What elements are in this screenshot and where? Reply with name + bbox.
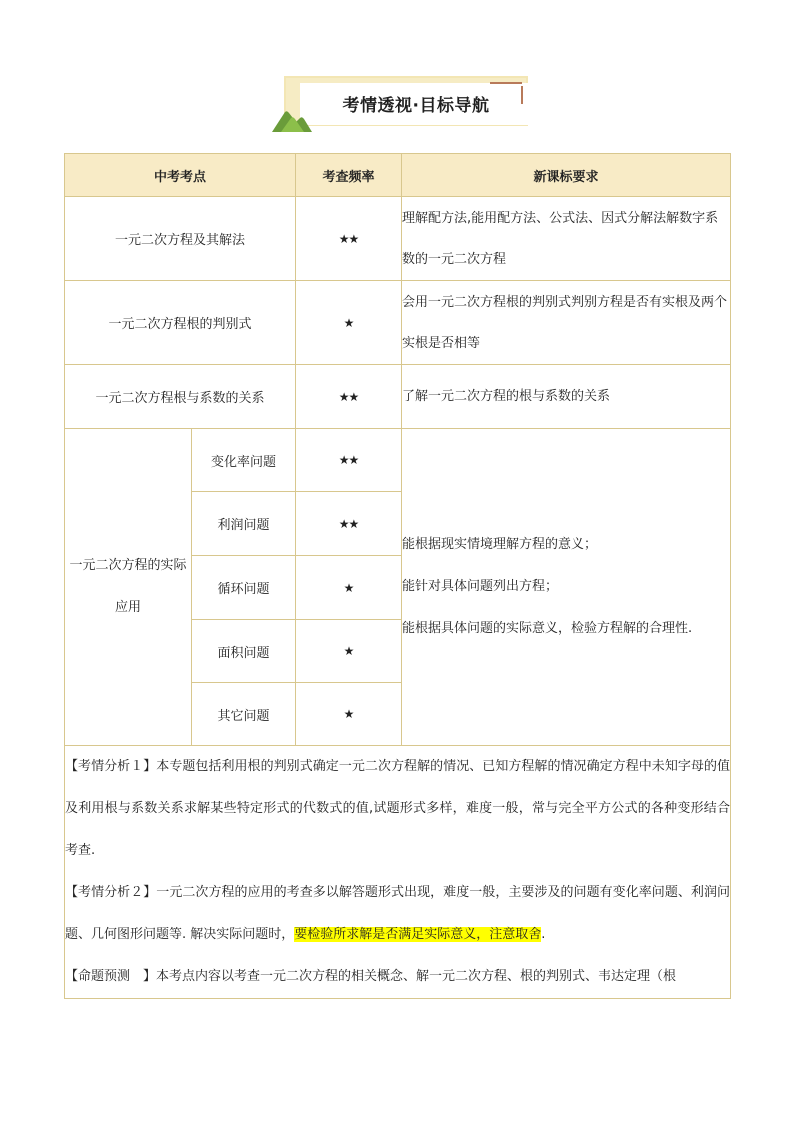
frequency-stars: ★★ (296, 197, 402, 281)
header-requirement: 新课标要求 (402, 154, 731, 197)
table-row (65, 365, 731, 429)
analysis-text-2: 一元二次方程的应用的考查多以解答题形式出现，难度一般，主要涉及的问题有变化率问题、利润问题、几何图形问题等. 解决实际问题时， (65, 885, 730, 942)
topic-cell: 一元二次方程根的判别式 (65, 281, 296, 365)
analysis-text-3: 本考点内容以考查一元二次方程的相关概念、解一元二次方程、根的判别式、韦达定理（根 (156, 969, 677, 984)
exam-points-table (64, 153, 731, 999)
table-row (65, 197, 731, 281)
topic-cell: 一元二次方程根与系数的关系 (65, 365, 296, 429)
requirement-line: 能根据现实情境理解方程的意义； (402, 537, 598, 552)
header-frequency: 考查频率 (296, 154, 402, 197)
analysis-label-2: 【考情分析２】 (65, 885, 157, 900)
table-row (65, 429, 731, 492)
analysis-paragraph-2 (65, 872, 730, 956)
topic-cell: 一元二次方程及其解法 (65, 197, 296, 281)
banner-accent-tick (521, 86, 523, 104)
sub-topic-cell: 面积问题 (192, 620, 296, 683)
analysis-cell (65, 746, 731, 999)
analysis-paragraph-3 (65, 956, 730, 998)
frequency-stars: ★ (296, 556, 402, 620)
analysis-label-1: 【考情分析１】 (65, 759, 157, 774)
sub-topic-cell: 循环问题 (192, 556, 296, 620)
table-header-row (65, 154, 731, 197)
analysis-row (65, 746, 731, 999)
table-row (65, 281, 731, 365)
header-topic: 中考考点 (65, 154, 296, 197)
group-topic-cell: 一元二次方程的实际应用 (65, 429, 192, 746)
analysis-label-3: 【命题预测 】 (65, 969, 157, 984)
group-requirement-cell (402, 429, 731, 746)
frequency-stars: ★★ (296, 365, 402, 429)
frequency-stars: ★★ (296, 492, 402, 556)
analysis-text-2-end: . (541, 927, 546, 942)
analysis-text-1: 本专题包括利用根的判别式确定一元二次方程解的情况、已知方程解的情况确定方程中未知字母的值及利用根与系数关系求解某些特定形式的代数式的值,试题形式多样，难度一般，常与完全平方公式的各种变形结合考查. (65, 759, 731, 858)
section-banner (276, 74, 532, 132)
requirement-cell: 了解一元二次方程的根与系数的关系 (402, 365, 731, 429)
banner-title: 考情透视·目标导航 (342, 96, 490, 116)
requirement-line: 能针对具体问题列出方程； (402, 579, 559, 594)
sub-topic-cell: 利润问题 (192, 492, 296, 556)
sub-topic-cell: 其它问题 (192, 683, 296, 746)
frequency-stars: ★ (296, 281, 402, 365)
requirement-cell: 会用一元二次方程根的判别式判别方程是否有实根及两个实根是否相等 (402, 281, 731, 365)
frequency-stars: ★ (296, 620, 402, 683)
requirement-line: 能根据具体问题的实际意义，检验方程解的合理性. (402, 621, 693, 636)
frequency-stars: ★ (296, 683, 402, 746)
mountain-icon (272, 108, 312, 132)
banner-accent-line (490, 82, 522, 84)
requirement-cell: 理解配方法,能用配方法、公式法、因式分解法解数字系数的一元二次方程 (402, 197, 731, 281)
highlighted-text: 要检验所求解是否满足实际意义，注意取舍 (294, 927, 542, 942)
banner-inner (300, 83, 532, 125)
analysis-paragraph-1 (65, 746, 730, 872)
frequency-stars: ★★ (296, 429, 402, 492)
sub-topic-cell: 变化率问题 (192, 429, 296, 492)
